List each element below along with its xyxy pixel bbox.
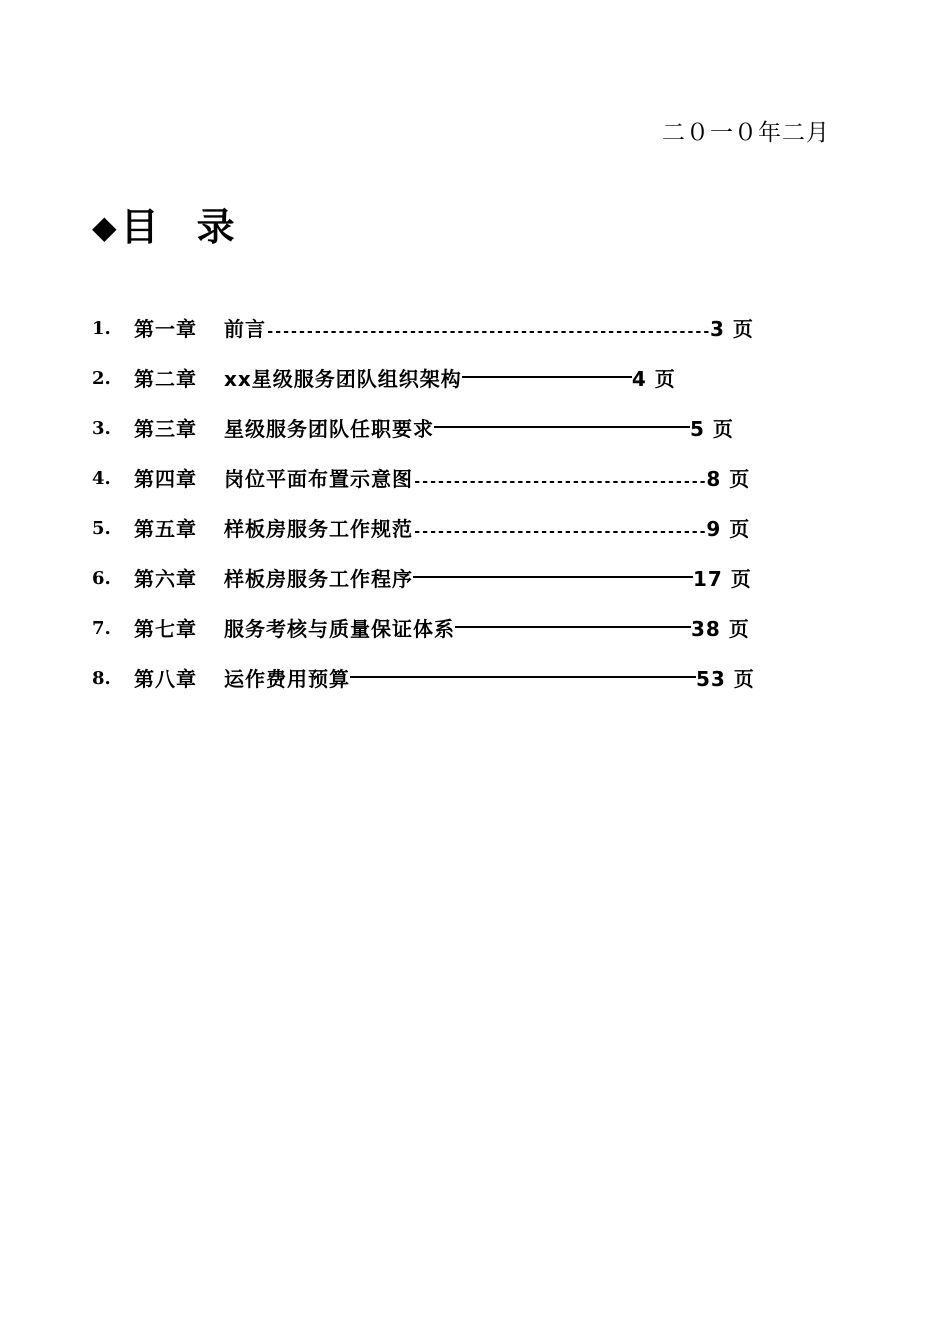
toc-list bbox=[92, 312, 792, 712]
toc-entry-number: 1. bbox=[92, 318, 111, 339]
toc-entry-number: 4. bbox=[92, 468, 111, 489]
toc-entry-leader: -------------------------------------------------------- bbox=[266, 324, 711, 340]
toc-entry-4[interactable] bbox=[92, 462, 792, 512]
toc-entry-body bbox=[224, 412, 734, 446]
toc-entry-title: 岗位平面布置示意图 bbox=[224, 467, 413, 491]
toc-entry-6[interactable] bbox=[92, 562, 792, 612]
toc-entry-body bbox=[224, 662, 755, 696]
toc-entry-page: 17 页 bbox=[693, 567, 752, 591]
toc-entry-page: 9 页 bbox=[706, 517, 751, 541]
toc-entry-chapter: 第六章 bbox=[134, 567, 197, 591]
toc-entry-body bbox=[224, 312, 754, 349]
toc-entry-leader bbox=[413, 576, 693, 578]
toc-entry-chapter: 第八章 bbox=[134, 667, 197, 691]
toc-entry-title: 运作费用预算 bbox=[224, 667, 350, 691]
toc-entry-title: 服务考核与质量保证体系 bbox=[224, 617, 455, 641]
toc-entry-5[interactable] bbox=[92, 512, 792, 562]
toc-entry-body bbox=[224, 362, 676, 396]
toc-entry-leader: ------------------------------------- bbox=[413, 474, 707, 490]
toc-entry-page: 53 页 bbox=[696, 667, 755, 691]
toc-entry-chapter: 第四章 bbox=[134, 467, 197, 491]
toc-entry-chapter: 第七章 bbox=[134, 617, 197, 641]
toc-entry-body bbox=[224, 562, 752, 596]
toc-entry-8[interactable] bbox=[92, 662, 792, 712]
toc-entry-body bbox=[224, 612, 750, 646]
toc-entry-number: 3. bbox=[92, 418, 111, 439]
toc-entry-leader bbox=[462, 376, 632, 378]
toc-entry-title: 样板房服务工作规范 bbox=[224, 517, 413, 541]
toc-entry-2[interactable] bbox=[92, 362, 792, 412]
toc-entry-number: 5. bbox=[92, 518, 111, 539]
document-date: 二０一０年二月 bbox=[662, 120, 830, 146]
toc-entry-number: 7. bbox=[92, 618, 111, 639]
toc-entry-chapter: 第一章 bbox=[134, 317, 197, 341]
toc-entry-3[interactable] bbox=[92, 412, 792, 462]
toc-entry-chapter: 第三章 bbox=[134, 417, 197, 441]
toc-entry-body bbox=[224, 512, 750, 549]
toc-entry-title: 样板房服务工作程序 bbox=[224, 567, 413, 591]
toc-entry-page: 4 页 bbox=[631, 367, 676, 391]
toc-entry-page: 5 页 bbox=[690, 417, 734, 441]
toc-entry-page: 3 页 bbox=[710, 317, 754, 341]
toc-entry-page: 8 页 bbox=[706, 467, 751, 491]
toc-entry-body bbox=[224, 462, 750, 499]
toc-entry-title: 星级服务团队任职要求 bbox=[224, 417, 434, 441]
toc-entry-leader bbox=[350, 676, 696, 678]
toc-entry-chapter: 第二章 bbox=[134, 367, 197, 391]
toc-entry-number: 8. bbox=[92, 668, 111, 689]
toc-entry-leader bbox=[434, 426, 690, 428]
toc-entry-page: 38 页 bbox=[691, 617, 750, 641]
toc-entry-number: 2. bbox=[92, 368, 111, 389]
toc-entry-leader bbox=[455, 626, 691, 628]
toc-entry-chapter: 第五章 bbox=[134, 517, 197, 541]
toc-title-text: 目录 bbox=[120, 205, 273, 249]
toc-entry-title: 前言 bbox=[224, 317, 266, 341]
toc-heading bbox=[92, 205, 273, 249]
diamond-icon: ◆ bbox=[92, 208, 117, 246]
toc-entry-number: 6. bbox=[92, 568, 111, 589]
toc-entry-leader: ------------------------------------- bbox=[413, 524, 707, 540]
toc-entry-7[interactable] bbox=[92, 612, 792, 662]
toc-entry-1[interactable] bbox=[92, 312, 792, 362]
toc-entry-title: xx星级服务团队组织架构 bbox=[224, 367, 462, 391]
